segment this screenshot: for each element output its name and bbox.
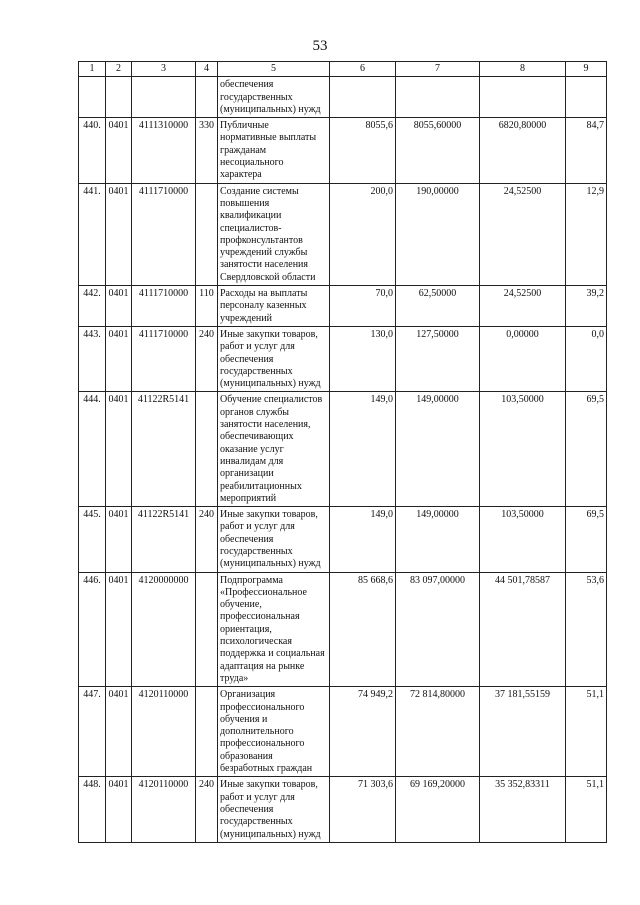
target-code: 4120000000 <box>132 572 196 687</box>
percent-col9: 51,1 <box>566 777 607 842</box>
percent-col9: 84,7 <box>566 118 607 183</box>
table-row <box>79 687 607 777</box>
value-col7: 190,00000 <box>396 183 480 285</box>
item-name: Обучение специалистов органов службы занятости населения, обеспечивающих оказание услуг инвалидам для организации реабилитационных мероприятий <box>218 392 330 507</box>
row-number: 445. <box>79 507 106 572</box>
section-code: 0401 <box>106 572 132 687</box>
row-number: 443. <box>79 326 106 391</box>
value-col7: 127,50000 <box>396 326 480 391</box>
section-code: 0401 <box>106 326 132 391</box>
section-code: 0401 <box>106 118 132 183</box>
item-name: Организация профессионального обучения и дополнительного профессионального образования безработных граждан <box>218 687 330 777</box>
row-number: 448. <box>79 777 106 842</box>
value-col7: 83 097,00000 <box>396 572 480 687</box>
percent-col9 <box>566 77 607 118</box>
table-row <box>79 118 607 183</box>
value-col6: 85 668,6 <box>330 572 396 687</box>
value-col7: 62,50000 <box>396 286 480 327</box>
value-col8: 35 352,83311 <box>480 777 566 842</box>
percent-col9: 39,2 <box>566 286 607 327</box>
value-col7: 149,00000 <box>396 507 480 572</box>
item-name: Расходы на выплаты персоналу казенных учреждений <box>218 286 330 327</box>
value-col8 <box>480 77 566 118</box>
item-name: обеспечения государственных (муниципальных) нужд <box>218 77 330 118</box>
table-row <box>79 507 607 572</box>
item-name: Иные закупки товаров, работ и услуг для обеспечения государственных (муниципальных) нужд <box>218 326 330 391</box>
percent-col9: 0,0 <box>566 326 607 391</box>
value-col8: 6820,80000 <box>480 118 566 183</box>
column-header: 2 <box>106 62 132 77</box>
value-col8: 24,52500 <box>480 286 566 327</box>
row-number: 442. <box>79 286 106 327</box>
section-code: 0401 <box>106 286 132 327</box>
percent-col9: 69,5 <box>566 507 607 572</box>
value-col7: 149,00000 <box>396 392 480 507</box>
target-code: 41122R5141 <box>132 507 196 572</box>
column-header: 6 <box>330 62 396 77</box>
target-code: 4111310000 <box>132 118 196 183</box>
expense-type-code: 240 <box>196 507 218 572</box>
page-number: 53 <box>312 38 328 54</box>
column-header: 5 <box>218 62 330 77</box>
target-code: 4111710000 <box>132 183 196 285</box>
expense-type-code <box>196 77 218 118</box>
value-col8: 37 181,55159 <box>480 687 566 777</box>
item-name: Иные закупки товаров, работ и услуг для обеспечения государственных (муниципальных) нужд <box>218 507 330 572</box>
percent-col9: 12,9 <box>566 183 607 285</box>
section-code: 0401 <box>106 183 132 285</box>
section-code: 0401 <box>106 687 132 777</box>
expense-type-code: 330 <box>196 118 218 183</box>
value-col8: 44 501,78587 <box>480 572 566 687</box>
item-name: Иные закупки товаров, работ и услуг для обеспечения государственных (муниципальных) нужд <box>218 777 330 842</box>
table-row <box>79 777 607 842</box>
value-col6: 149,0 <box>330 507 396 572</box>
value-col6: 200,0 <box>330 183 396 285</box>
value-col6: 149,0 <box>330 392 396 507</box>
target-code: 4120110000 <box>132 777 196 842</box>
expense-type-code: 240 <box>196 777 218 842</box>
section-code: 0401 <box>106 392 132 507</box>
expense-type-code <box>196 183 218 285</box>
row-number: 441. <box>79 183 106 285</box>
item-name: Подпрограмма «Профессиональное обучение, профессиональная ориентация, психологическая поддержка и социальная адаптация на рынке труда» <box>218 572 330 687</box>
value-col7 <box>396 77 480 118</box>
value-col6: 8055,6 <box>330 118 396 183</box>
row-number: 447. <box>79 687 106 777</box>
value-col6 <box>330 77 396 118</box>
value-col6: 74 949,2 <box>330 687 396 777</box>
value-col7: 72 814,80000 <box>396 687 480 777</box>
expense-type-code <box>196 687 218 777</box>
budget-table <box>78 61 607 843</box>
row-number: 444. <box>79 392 106 507</box>
column-header: 9 <box>566 62 607 77</box>
target-code <box>132 77 196 118</box>
expense-type-code: 110 <box>196 286 218 327</box>
section-code <box>106 77 132 118</box>
percent-col9: 51,1 <box>566 687 607 777</box>
item-name: Публичные нормативные выплаты гражданам несоциального характера <box>218 118 330 183</box>
row-number: 440. <box>79 118 106 183</box>
expense-type-code <box>196 572 218 687</box>
target-code: 41122R5141 <box>132 392 196 507</box>
table-row <box>79 572 607 687</box>
column-header: 4 <box>196 62 218 77</box>
header-row <box>79 62 607 77</box>
value-col7: 69 169,20000 <box>396 777 480 842</box>
value-col6: 70,0 <box>330 286 396 327</box>
column-header: 1 <box>79 62 106 77</box>
item-name: Создание системы повышения квалификации специалистов-профконсультантов учреждений службы занятости населения Свердловской области <box>218 183 330 285</box>
value-col6: 130,0 <box>330 326 396 391</box>
table-row <box>79 286 607 327</box>
table-row <box>79 326 607 391</box>
percent-col9: 53,6 <box>566 572 607 687</box>
column-header: 8 <box>480 62 566 77</box>
section-code: 0401 <box>106 507 132 572</box>
value-col6: 71 303,6 <box>330 777 396 842</box>
percent-col9: 69,5 <box>566 392 607 507</box>
section-code: 0401 <box>106 777 132 842</box>
target-code: 4111710000 <box>132 286 196 327</box>
table-row <box>79 392 607 507</box>
column-header: 3 <box>132 62 196 77</box>
table-row <box>79 77 607 118</box>
table-row <box>79 183 607 285</box>
value-col8: 0,00000 <box>480 326 566 391</box>
expense-type-code <box>196 392 218 507</box>
value-col8: 103,50000 <box>480 507 566 572</box>
row-number <box>79 77 106 118</box>
value-col7: 8055,60000 <box>396 118 480 183</box>
expense-type-code: 240 <box>196 326 218 391</box>
row-number: 446. <box>79 572 106 687</box>
target-code: 4120110000 <box>132 687 196 777</box>
target-code: 4111710000 <box>132 326 196 391</box>
value-col8: 24,52500 <box>480 183 566 285</box>
value-col8: 103,50000 <box>480 392 566 507</box>
column-header: 7 <box>396 62 480 77</box>
